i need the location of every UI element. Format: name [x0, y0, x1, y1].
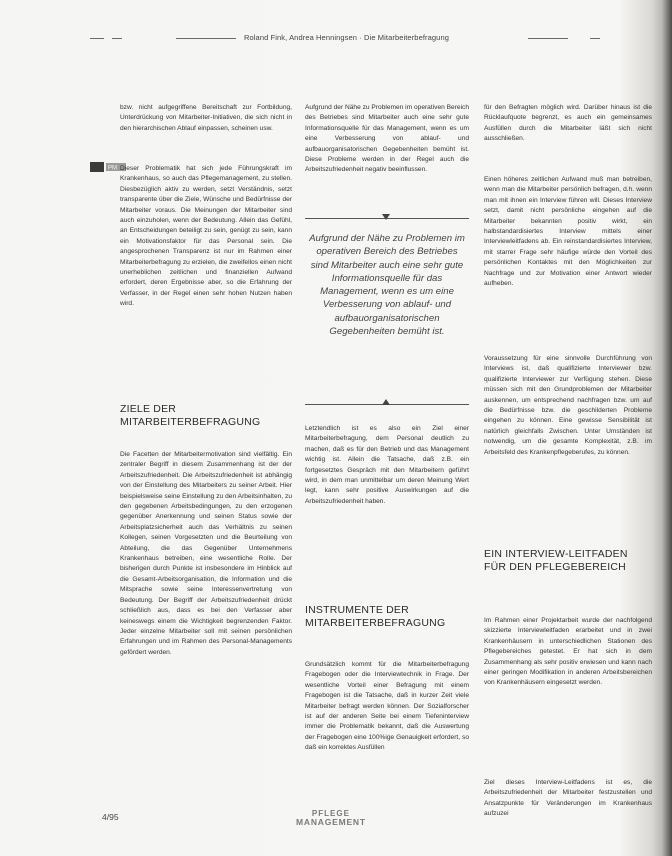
col3-paragraph-5: Ziel dieses Interview-Leitfadens ist es, die Arbeitszufriedenheit der Mitarbeiter festzustellen und Ansatzpunkte für Veränderungen im Krankenhaus aufzuzei — [484, 779, 652, 818]
pull-quote — [305, 214, 469, 404]
section-heading-leitfaden: EIN INTERVIEW-LEITFADEN FÜR DEN PFLEGEBEREICH — [484, 548, 628, 573]
header-dash-left — [90, 38, 104, 39]
column-2-top — [305, 103, 469, 186]
running-header: Roland Fink, Andrea Henningsen · Die Mitarbeiterbefragung — [244, 33, 449, 42]
column-3-upper — [484, 175, 652, 299]
col3-paragraph-3: Voraussetzung für eine sinnvolle Durchführung von Interviews ist, daß qualifizierte Interviewer bzw. qualifizierte Interviewer zur Verfügung stehen. Diese müssen sich mit den Grundproblemen der Mitarbeiter auskennen, um entsprechend nachfragen bzw. um auf die Bedürfnisse bzw. die geschilderten Probleme eingehen zu können. Eine gewisse Sensibilität ist natürlich gleichfalls Zwischen. Unter Umständen ist notwendig, um die gesamte Komplexität, z.B. im Arbeitsfeld des Krankenpflegeberufes, zu können. — [484, 355, 652, 456]
col1-paragraph-2: Dieser Problematik hat sich jede Führungskraft im Krankenhaus, so auch das Pflegemanagement, zu stellen. Diesbezüglich aktiv zu werden, setzt Verständnis, setzt transparente über die Ziele, Wünsche und Bedürfnisse der Mitarbeiter voraus. Die Meinungen der Mitarbeiter sind auch einzuholen, wenn der Bedeutung. Allein das Gefühl, an Entscheidungen beteiligt zu sein, genügt zu sein, kann ein Motivationsfaktor für das Personal sein. Die angesprochenen Transparenz ist nur im Rahmen einer Mitarbeiterbefragung zu erzielen, die zweifellos einen nicht unerheblichen zeitlichen und finanziellen Aufwand erfordert, deren Ergebnisse aber, so die Erfahrung der Verfasser, in der Regel einen sehr hohen Nutzen haben wird. — [120, 165, 292, 308]
col3-paragraph-2: Einen höheres zeitlichen Aufwand muß man betreiben, wenn man die Mitarbeiter persönlich befragen, d.h. wenn man mit ihnen ein Interview führen will. Dieses Interview setzt, damit nicht persönliche eingehen auf die Mitarbeiter bekannten positiv wirkt, ein halbstandardisiertes Interview mittels einer Interviewleitfadens ab. Ein reinstandardisiertes Interview, mit starrer Frage sehr häufige würde den Vorteil des persönlichen Kontaktes mit den Möglichkeiten zur Nachfrage und zur Motivation einer Antwort wieder aufheben. — [484, 176, 652, 288]
col1-paragraph-3: Die Facetten der Mitarbeitermotivation sind vielfältig. Ein zentraler Begriff in diesem Zusammenhang ist der der Arbeitszufriedenheit. Die Arbeitszufriedenheit ist abhängig von der Einstellung des Mitarbeiters zu seiner Arbeit. Hier beispielsweise seine Einstellung zu den Arbeitsinhalten, zu den gegebenen Arbeitsbedingungen, zu den erzogenen gegenüber Anerkennung und seinen Status sowie der Arbeitsplatzsicherheit auch das Verhältnis zu seinen Kollegen, seinen Vorgesetzten und die Beurteilung von Abteilung, die das Gegenüber Unternehmens Krankenhaus betreiben, eine wesentliche Rolle. Der bisherigen durch Punkte ist insbesondere im Hinblick auf die Gesamt-Arbeitsorganisation, die Information und die Mitsprache sowie seine Interessenvertretung von Bedeutung. Der Begriff der Arbeitszufriedenheit drückt schließlich aus, dass es bei den Verfasser aber keineswegs einem die Wichtigkeit begrenzenden Faktor. Jeder einzelne Mitarbeiter soll mit seinen persönlichen Erfahrungen und im Rahmen des Personal-Managements gefördert werden. — [120, 451, 292, 656]
pull-quote-text: Aufgrund der Nähe zu Problemen im operativen Bereich des Betriebes sind Mitarbeiter auch eine sehr gute Informationsquelle für das Management, wenn es um eine Verbesserung von ablauf- und aufbauorganisatorischen Gegebenheiten bemüht ist. — [309, 233, 465, 338]
section-heading-ziele: ZIELE DER MITARBEITERBEFRAGUNG — [120, 403, 261, 428]
header-dash-left-2 — [112, 38, 122, 39]
col3-paragraph-4: Im Rahmen einer Projektarbeit wurde der nachfolgend skizzierte Interviewleitfaden erarbeitet und in zwei Krankenhäusern in unterschiedlichen Stationen des Pflegebereiches getestet. Er hat sich in dem Zusammenhang als sehr positiv erwiesen und kann nach einer geringen Modifikation in anderen Arbeitsbereichen von Krankenhäusern eingesetzt werden. — [484, 617, 652, 687]
header-dash-right — [590, 38, 600, 39]
pull-quote-top-marker — [382, 214, 390, 220]
col2-paragraph-3: Grundsätzlich kommt für die Mitarbeiterbefragung Fragebogen oder die Interviewtechnik in Frage. Der wesentliche Vorteil einer Befragung mit einem Fragebogen ist die Tatsache, daß in kurzer Zeit viele Mitarbeiter befragt werden können. Der Sozialforscher ist auf der anderen Seite bei einem Tiefeninterview immer die Problematik bekannt, daß die Auswertung der Fragebogen eine 100%ige Genauigkeit erfordert, so daß ein korrektes Ausfüllen — [305, 661, 469, 752]
header-rule-left — [176, 38, 236, 39]
footer-logo — [296, 810, 366, 826]
column-1-middle — [120, 164, 292, 320]
column-3-top — [484, 103, 652, 155]
col3-paragraph-1: für den Befragten möglich wird. Darüber hinaus ist die Rücklaufquote begrenzt, es auch ein gemeinsames Ausfüllen durch die Mitarbeiter läßt sich nicht ausschließen. — [484, 104, 652, 143]
column-2-middle — [305, 424, 469, 517]
column-3-middle — [484, 354, 652, 468]
svg-text:PM: PM — [108, 165, 117, 172]
footer-logo-line2: MANAGEMENT — [296, 817, 366, 827]
col2-paragraph-2: Letztendlich ist es also ein Ziel einer Mitarbeiterbefragung, dem Personal deutlich zu machen, daß es für den Betrieb und das Management wichtig ist. Allein die Tatsache, daß z.B. ein fortgesetztes Gespräch mit den Mitarbeitern geführt wird, in dem man unmittelbar um deren Meinung Wert legt, kann sehr positive Auswirkungen auf die Arbeitszufriedenheit haben. — [305, 425, 469, 505]
page-gutter-shadow — [662, 0, 672, 856]
column-2-bottom — [305, 660, 469, 764]
pull-quote-bottom-marker — [382, 399, 390, 405]
column-3-bottom — [484, 778, 652, 830]
page-number: 4/95 — [102, 812, 119, 822]
section-heading-instrumente: INSTRUMENTE DER MITARBEITERBEFRAGUNG — [305, 604, 446, 629]
column-1-bottom — [120, 450, 292, 668]
column-3-lower — [484, 616, 652, 699]
col2-paragraph-1: Aufgrund der Nähe zu Problemen im operativen Bereich des Betriebes sind Mitarbeiter auch eine sehr gute Informationsquelle für das Management, wenn es um eine Verbesserung von ablauf- und aufbauorganisatorischen Gegebenheiten bemüht ist. Diese Probleme werden in der Regel auch die Arbeitszufriedenheit negativ beeinflussen. — [305, 104, 469, 174]
header-rule-right — [528, 38, 568, 39]
col1-paragraph-1: bzw. nicht aufgegriffene Bereitschaft zur Fortbildung, Unterdrückung von Mitarbeiter-Initiativen, die sich nicht in den hierarchischen Ablauf einpassen, scheinen usw. — [120, 104, 292, 132]
footer-logo-line1: PFLEGE — [311, 809, 350, 818]
column-1-top — [120, 103, 292, 144]
